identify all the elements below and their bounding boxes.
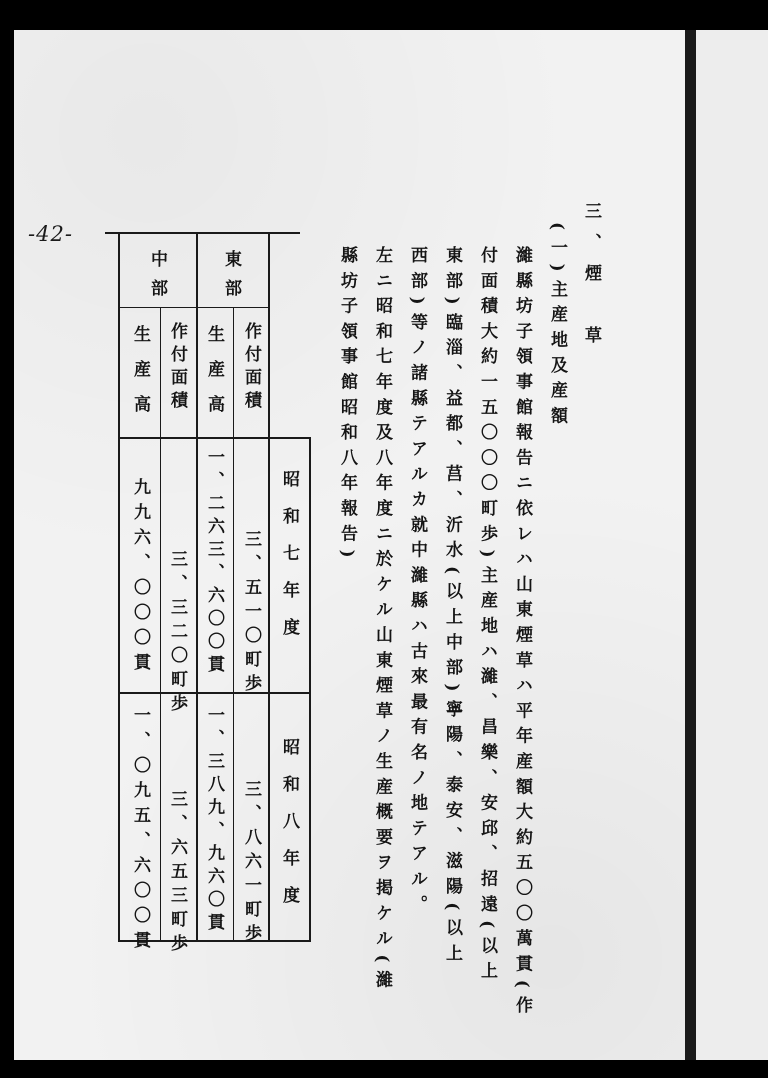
table-border-left xyxy=(118,232,120,942)
table-region-central: 中部 xyxy=(147,250,167,308)
table-divider-header xyxy=(118,437,310,439)
body-line: 西部)等ノ諸縣テアルカ就中濰縣ハ古來最有名ノ地テアル。 xyxy=(407,246,427,921)
table-cell-central-output-1933: 一、〇九五、六〇〇貫 xyxy=(130,706,150,956)
table-border-top xyxy=(105,232,300,234)
body-line: 縣坊子領事館昭和八年報告) xyxy=(337,246,357,566)
page-number: -42- xyxy=(28,222,73,246)
table-label-area-east: 作付面積 xyxy=(241,322,261,414)
book-spine xyxy=(685,30,696,1060)
table-col-line xyxy=(160,307,161,942)
table-cell-central-area-1932: 三、三二〇町歩 xyxy=(167,550,187,718)
table-cell-east-area-1933: 三、八六一町歩 xyxy=(241,780,261,948)
table-col-line xyxy=(268,232,270,942)
table-label-area-central: 作付面積 xyxy=(167,322,187,414)
table-col-line xyxy=(233,307,234,942)
table-label-output-central: 生産高 xyxy=(130,325,150,430)
table-cell-central-output-1932: 九九六、〇〇〇貫 xyxy=(130,478,150,678)
body-line: 左ニ昭和七年度及八年度ニ於ケル山東煙草ノ生産概要ヲ掲ケル(濰 xyxy=(372,246,392,997)
table-region-east: 東部 xyxy=(221,250,241,308)
table-col-line xyxy=(196,232,198,942)
table-cell-east-output-1932: 一、二六三、六〇〇貫 xyxy=(204,448,224,678)
table-border-right xyxy=(309,437,311,942)
table-label-output-east: 生産高 xyxy=(204,325,224,430)
subsection-heading: (一)主産地及産額 xyxy=(547,222,567,432)
body-line: 付面積大約一五〇〇〇町歩)主産地ハ濰、昌樂、安邱、招遠(以上 xyxy=(477,246,497,988)
table-year-1932: 昭和七年度 xyxy=(279,470,299,655)
table-cell-east-output-1933: 一、三八九、九六〇貫 xyxy=(204,706,224,936)
table-cell-east-area-1932: 三、五一〇町歩 xyxy=(241,530,261,698)
table-year-1933: 昭和八年度 xyxy=(279,738,299,923)
facing-page-edge xyxy=(696,30,768,1060)
table-cell-central-area-1933: 三、六五三町歩 xyxy=(167,790,187,958)
section-heading: 三、煙 草 xyxy=(581,202,601,357)
table-divider-region xyxy=(118,307,268,308)
body-line: 東部)臨淄、益都、莒、沂水(以上中部)寧陽、泰安、滋陽(以上 xyxy=(442,246,462,970)
body-line: 濰縣坊子領事館報告ニ依レハ山東煙草ハ平年産額大約五〇〇萬貫(作 xyxy=(512,246,532,1022)
table-divider-year xyxy=(118,692,310,694)
